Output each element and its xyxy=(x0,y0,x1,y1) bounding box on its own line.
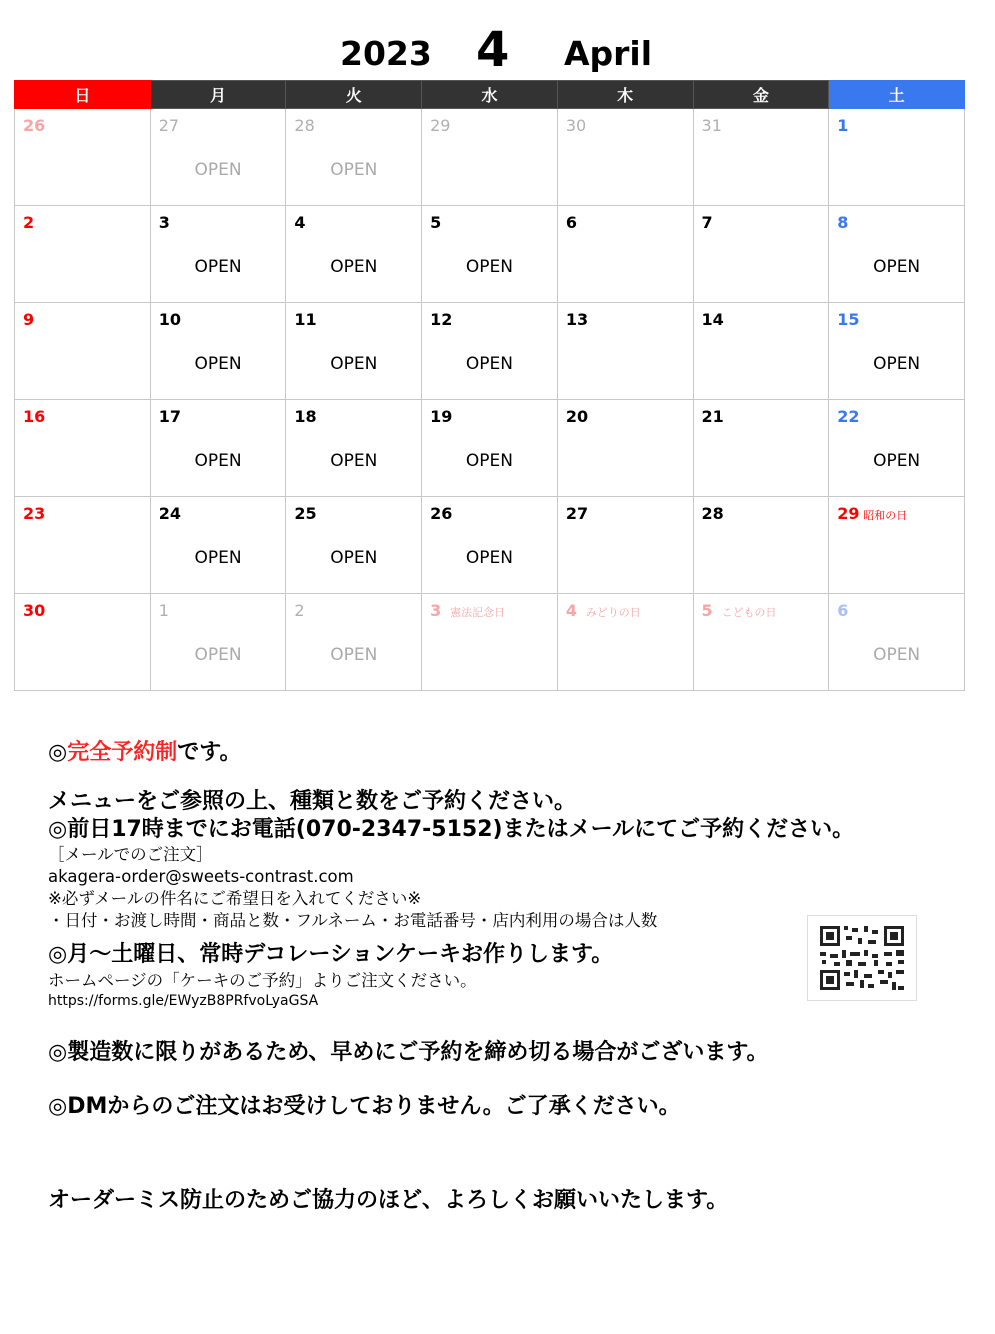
calendar-day-sun xyxy=(15,109,151,206)
calendar-day-tue xyxy=(286,400,422,497)
day-number: 26 xyxy=(23,116,46,135)
calendar-day-mon xyxy=(150,594,286,691)
day-number: 24 xyxy=(158,504,181,523)
open-label: OPEN xyxy=(873,451,921,471)
calendar-day-sun xyxy=(15,400,151,497)
note-deadline: ◎前日17時までにお電話(070-2347-5152)またはメールにてご予約ください。 xyxy=(48,817,855,842)
calendar-day-thu xyxy=(557,109,693,206)
open-label: OPEN xyxy=(194,160,242,180)
day-number: 3 xyxy=(158,213,170,232)
day-number: 25 xyxy=(294,504,317,523)
calendar-day-sat xyxy=(829,497,965,594)
calendar-week-row xyxy=(15,303,965,400)
note-no-dm: ◎DMからのご注文はお受けしておりません。ご了承ください。 xyxy=(48,1094,681,1119)
calendar-day-sat xyxy=(829,594,965,691)
calendar-day-tue xyxy=(286,109,422,206)
holiday-label: 昭和の日 xyxy=(863,509,908,522)
day-number: 2 xyxy=(23,213,35,232)
weekday-fri: 金 xyxy=(693,81,829,109)
calendar-day-tue xyxy=(286,497,422,594)
day-number: 7 xyxy=(701,213,713,232)
calendar-day-fri xyxy=(693,206,829,303)
calendar-day-wed xyxy=(422,497,558,594)
note-reservation-only: ◎完全予約制です。 xyxy=(48,740,242,765)
day-number: 10 xyxy=(158,310,181,329)
calendar-day-thu xyxy=(557,400,693,497)
holiday-label: 憲法記念日 xyxy=(450,606,506,619)
weekday-thu: 木 xyxy=(557,81,693,109)
day-number: 15 xyxy=(837,310,860,329)
note-limited: ◎製造数に限りがあるため、早めにご予約を締め切る場合がございます。 xyxy=(48,1040,769,1065)
day-number: 4 xyxy=(565,601,577,620)
calendar-day-sun xyxy=(15,497,151,594)
open-label: OPEN xyxy=(465,451,513,471)
day-number: 27 xyxy=(158,116,180,135)
calendar-day-wed xyxy=(422,303,558,400)
calendar-day-sun xyxy=(15,206,151,303)
note-homepage: ホームページの「ケーキのご予約」よりご注文ください。 xyxy=(48,971,477,990)
day-number: 13 xyxy=(565,310,589,329)
note-mail-heading: ［メールでのご注文］ xyxy=(48,845,213,864)
calendar-day-thu xyxy=(557,206,693,303)
note-thanks: オーダーミス防止のためご協力のほど、よろしくお願いいたします。 xyxy=(48,1188,729,1213)
calendar-grid xyxy=(14,80,965,691)
calendar-day-wed xyxy=(422,109,558,206)
day-number: 12 xyxy=(430,310,453,329)
note-mail-address: akagera-order@sweets-contrast.com xyxy=(48,867,354,886)
calendar-week-row xyxy=(15,400,965,497)
day-number: 5 xyxy=(430,213,442,232)
calendar-day-mon xyxy=(150,400,286,497)
day-number: 2 xyxy=(294,601,305,620)
day-number: 21 xyxy=(701,407,724,426)
day-number: 26 xyxy=(430,504,453,523)
calendar-day-mon xyxy=(150,497,286,594)
open-label: OPEN xyxy=(465,548,513,568)
open-label: OPEN xyxy=(873,645,921,665)
calendar-week-row xyxy=(15,109,965,206)
day-number: 31 xyxy=(701,116,722,135)
open-label: OPEN xyxy=(330,354,378,374)
month-number: 4 xyxy=(476,22,510,78)
calendar-day-thu xyxy=(557,594,693,691)
weekday-mon: 月 xyxy=(150,81,286,109)
calendar-day-thu xyxy=(557,303,693,400)
open-label: OPEN xyxy=(330,257,378,277)
calendar-day-tue xyxy=(286,594,422,691)
note-decoration-cake: ◎月～土曜日、常時デコレーションケーキお作りします。 xyxy=(48,942,614,967)
open-label: OPEN xyxy=(330,451,378,471)
open-label: OPEN xyxy=(330,645,378,665)
calendar-day-wed xyxy=(422,594,558,691)
open-label: OPEN xyxy=(873,354,921,374)
day-number: 1 xyxy=(837,116,849,135)
open-label: OPEN xyxy=(465,354,513,374)
day-number: 23 xyxy=(23,504,46,523)
calendar-day-sun xyxy=(15,594,151,691)
calendar-day-fri xyxy=(693,303,829,400)
calendar-day-mon xyxy=(150,109,286,206)
note-form-url[interactable]: https://forms.gle/EWyzB8PRfvoLyaGSA xyxy=(48,993,319,1009)
calendar-day-wed xyxy=(422,206,558,303)
calendar-day-mon xyxy=(150,303,286,400)
day-number: 30 xyxy=(23,601,46,620)
year: 2023 xyxy=(340,34,432,73)
calendar-week-row xyxy=(15,497,965,594)
holiday-label: みどりの日 xyxy=(585,606,641,619)
calendar-day-sat xyxy=(829,400,965,497)
day-number: 30 xyxy=(565,116,587,135)
open-label: OPEN xyxy=(194,257,242,277)
weekday-wed: 水 xyxy=(422,81,558,109)
day-number: 27 xyxy=(565,504,589,523)
open-label: OPEN xyxy=(465,257,513,277)
open-label: OPEN xyxy=(194,451,242,471)
calendar-day-wed xyxy=(422,400,558,497)
calendar-day-fri xyxy=(693,400,829,497)
note-menu: メニューをご参照の上、種類と数をご予約ください。 xyxy=(48,789,577,814)
day-number: 22 xyxy=(837,407,860,426)
calendar-day-fri xyxy=(693,497,829,594)
day-number: 11 xyxy=(294,310,317,329)
calendar-day-thu xyxy=(557,497,693,594)
open-label: OPEN xyxy=(873,257,921,277)
calendar-day-sat xyxy=(829,109,965,206)
weekday-sat: 土 xyxy=(829,81,965,109)
open-label: OPEN xyxy=(330,548,378,568)
day-number: 3 xyxy=(430,601,442,620)
day-number: 29 xyxy=(430,116,451,135)
calendar-day-tue xyxy=(286,303,422,400)
calendar-title xyxy=(0,22,995,78)
note-mail-subject: ※必ずメールの件名にご希望日を入れてください※ xyxy=(48,889,422,908)
calendar-week-row xyxy=(15,594,965,691)
day-number: 28 xyxy=(701,504,724,523)
day-number: 16 xyxy=(23,407,46,426)
day-number: 28 xyxy=(294,116,315,135)
day-number: 6 xyxy=(837,601,849,620)
open-label: OPEN xyxy=(194,548,242,568)
calendar-week-row xyxy=(15,206,965,303)
calendar-day-fri xyxy=(693,594,829,691)
calendar-day-mon xyxy=(150,206,286,303)
calendar-day-sat xyxy=(829,206,965,303)
calendar-day-sun xyxy=(15,303,151,400)
open-label: OPEN xyxy=(194,645,242,665)
day-number: 18 xyxy=(294,407,317,426)
day-number: 29 xyxy=(837,504,860,523)
day-number: 4 xyxy=(294,213,306,232)
open-label: OPEN xyxy=(194,354,242,374)
day-number: 17 xyxy=(158,407,181,426)
day-number: 14 xyxy=(701,310,724,329)
calendar-day-tue xyxy=(286,206,422,303)
month-name: April xyxy=(564,34,653,73)
calendar-day-sat xyxy=(829,303,965,400)
day-number: 9 xyxy=(23,310,35,329)
day-number: 19 xyxy=(430,407,453,426)
calendar-day-fri xyxy=(693,109,829,206)
note-mail-fields: ・日付・お渡し時間・商品と数・フルネーム・お電話番号・店内利用の場合は人数 xyxy=(48,911,658,930)
holiday-label: こどもの日 xyxy=(721,606,777,619)
open-label: OPEN xyxy=(330,160,378,180)
day-number: 1 xyxy=(158,601,169,620)
qr-code xyxy=(807,915,917,1001)
day-number: 6 xyxy=(565,213,577,232)
day-number: 20 xyxy=(565,407,589,426)
weekday-header-row xyxy=(15,81,965,109)
day-number: 8 xyxy=(837,213,849,232)
day-number: 5 xyxy=(701,601,713,620)
weekday-sun: 日 xyxy=(15,81,151,109)
weekday-tue: 火 xyxy=(286,81,422,109)
